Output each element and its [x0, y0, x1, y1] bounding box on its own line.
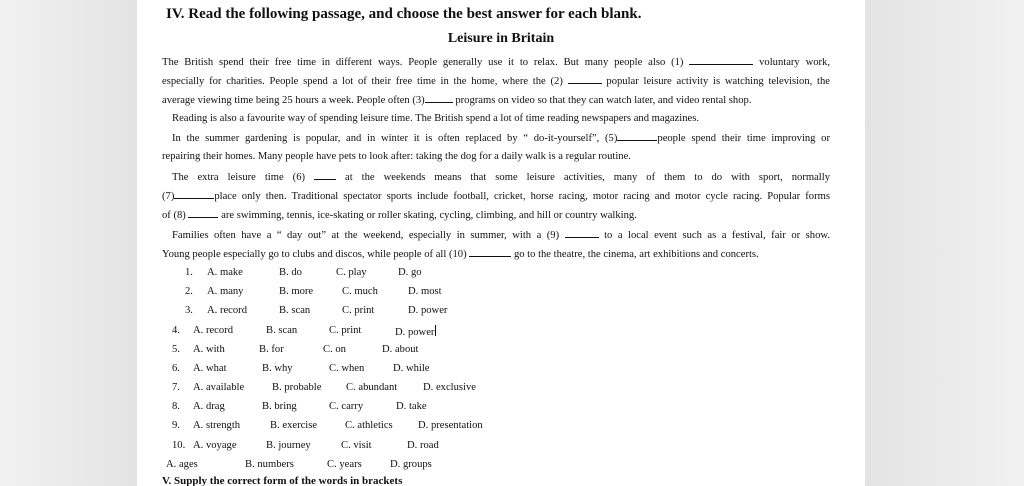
passage-line: [162, 150, 830, 164]
option-b: B. for: [259, 344, 284, 355]
passage-line: [172, 131, 830, 146]
option-c: C. abundant: [346, 382, 398, 393]
passage-text: repairing their homes. Many people have pets to look after: taking the dog for a daily walk is a regular routine.: [162, 151, 631, 162]
option-a: A. drag: [193, 401, 225, 412]
option-c: C. carry: [329, 401, 364, 412]
question-number: 5.: [172, 344, 180, 355]
passage-text: go to the theatre, the cinema, art exhibitions and concerts.: [513, 249, 759, 260]
blank-2: [568, 74, 602, 84]
option-d: D. about: [382, 344, 419, 355]
option-c: C. print: [342, 305, 375, 316]
passage-line: [172, 112, 840, 126]
passage-text: place only then. Traditional spectator sports include football, cricket, horse racing, motor racing and motor cycle racing. Popular forms: [214, 191, 830, 202]
passage-line: [162, 74, 830, 89]
passage-line: [162, 247, 830, 262]
passage-text: The British spend their free time in different ways. People generally use it to relax. But many people also (1): [162, 57, 684, 68]
option-d: [395, 325, 436, 338]
extra-option-a: A. ages: [166, 459, 198, 470]
left-margin: [0, 0, 137, 486]
option-d-text: D. power: [395, 327, 435, 338]
option-b: B. more: [279, 286, 314, 297]
passage-text: Reading is also a favourite way of spending leisure time. The British spend a lot of time reading newspapers and magazines.: [172, 113, 699, 124]
option-d: D. most: [408, 286, 442, 297]
option-a: A. many: [207, 286, 244, 297]
passage-text: at the weekends means that some leisure activities, many of them to do with sport, normally: [345, 172, 830, 183]
right-margin: [865, 0, 1024, 486]
blank-10: [469, 247, 511, 257]
option-c: C. play: [336, 267, 367, 278]
passage-text: especially for charities. People spend a lot of their free time in the home, where the (2): [162, 76, 563, 87]
option-a: A. make: [207, 267, 243, 278]
option-d: D. take: [396, 401, 427, 412]
option-a: A. available: [193, 382, 245, 393]
passage-text: popular leisure activity is watching television, the: [606, 76, 830, 87]
passage-text: of (8): [162, 210, 186, 221]
passage-text: are swimming, tennis, ice-skating or roller skating, cycling, climbing, and hill or country walking.: [221, 210, 637, 221]
option-d: D. while: [393, 363, 430, 374]
option-c: C. much: [342, 286, 378, 297]
blank-3: [425, 93, 453, 103]
extra-option-d: D. groups: [390, 459, 432, 470]
option-c: C. visit: [341, 440, 372, 451]
next-exercise-heading: V. Supply the correct form of the words in brackets: [162, 475, 403, 486]
option-b: B. why: [262, 363, 293, 374]
extra-option-b: B. numbers: [245, 459, 294, 470]
passage-text: In the summer gardening is popular, and in winter it is often replaced by “ do-it-yourself”, (5): [172, 133, 618, 144]
option-d: D. go: [398, 267, 422, 278]
option-c: C. when: [329, 363, 365, 374]
option-b: B. bring: [262, 401, 297, 412]
passage-text: people spend their time improving or: [657, 133, 830, 144]
blank-6: [314, 170, 336, 180]
question-number: 4.: [172, 325, 180, 336]
passage-line: [162, 208, 830, 223]
question-number: 9.: [172, 420, 180, 431]
exercise-heading: IV. Read the following passage, and choose the best answer for each blank.: [166, 6, 642, 22]
option-c: C. print: [329, 325, 362, 336]
option-d: D. power: [408, 305, 448, 316]
option-a: A. strength: [193, 420, 241, 431]
passage-text: voluntary work,: [759, 57, 830, 68]
option-b: B. scan: [266, 325, 298, 336]
option-b: B. scan: [279, 305, 311, 316]
text-cursor: [435, 325, 436, 336]
passage-line: [172, 170, 830, 185]
option-a: A. voyage: [193, 440, 237, 451]
passage-line: [172, 228, 830, 243]
passage-line: [162, 93, 830, 108]
option-d: D. exclusive: [423, 382, 476, 393]
question-number: 7.: [172, 382, 180, 393]
option-c: C. on: [323, 344, 346, 355]
passage-text: The extra leisure time (6): [172, 172, 306, 183]
question-number: 10.: [172, 440, 186, 451]
passage-text: programs on video so that they can watch later, and video rental shop.: [455, 95, 752, 106]
option-d: D. road: [407, 440, 439, 451]
option-a: A. what: [193, 363, 227, 374]
question-number: 8.: [172, 401, 180, 412]
option-b: B. journey: [266, 440, 311, 451]
option-d: D. presentation: [418, 420, 483, 431]
extra-option-c: C. years: [327, 459, 362, 470]
option-b: B. do: [279, 267, 302, 278]
option-a: A. with: [193, 344, 225, 355]
question-number: 1.: [185, 267, 193, 278]
option-c: C. athletics: [345, 420, 393, 431]
option-b: B. probable: [272, 382, 322, 393]
option-b: B. exercise: [270, 420, 318, 431]
question-number: 3.: [185, 305, 193, 316]
question-number: 2.: [185, 286, 193, 297]
passage-line: [162, 55, 830, 70]
passage-text: Families often have a “ day out” at the weekend, especially in summer, with a (9): [172, 230, 560, 241]
passage-line: [162, 189, 830, 204]
passage-text: (7): [162, 191, 175, 202]
option-a: A. record: [207, 305, 248, 316]
question-number: 6.: [172, 363, 180, 374]
passage-text: to a local event such as a festival, fair or show.: [604, 230, 830, 241]
blank-8: [188, 208, 218, 218]
blank-9: [565, 228, 599, 238]
blank-1: [689, 55, 753, 65]
document-page: [137, 0, 865, 486]
option-a: A. record: [193, 325, 234, 336]
passage-title: Leisure in Britain: [447, 31, 555, 46]
passage-text: average viewing time being 25 hours a week. People often (3): [162, 95, 425, 106]
blank-5: [617, 131, 657, 141]
passage-text: Young people especially go to clubs and discos, while people of all (10): [162, 249, 467, 260]
blank-7: [174, 189, 214, 199]
